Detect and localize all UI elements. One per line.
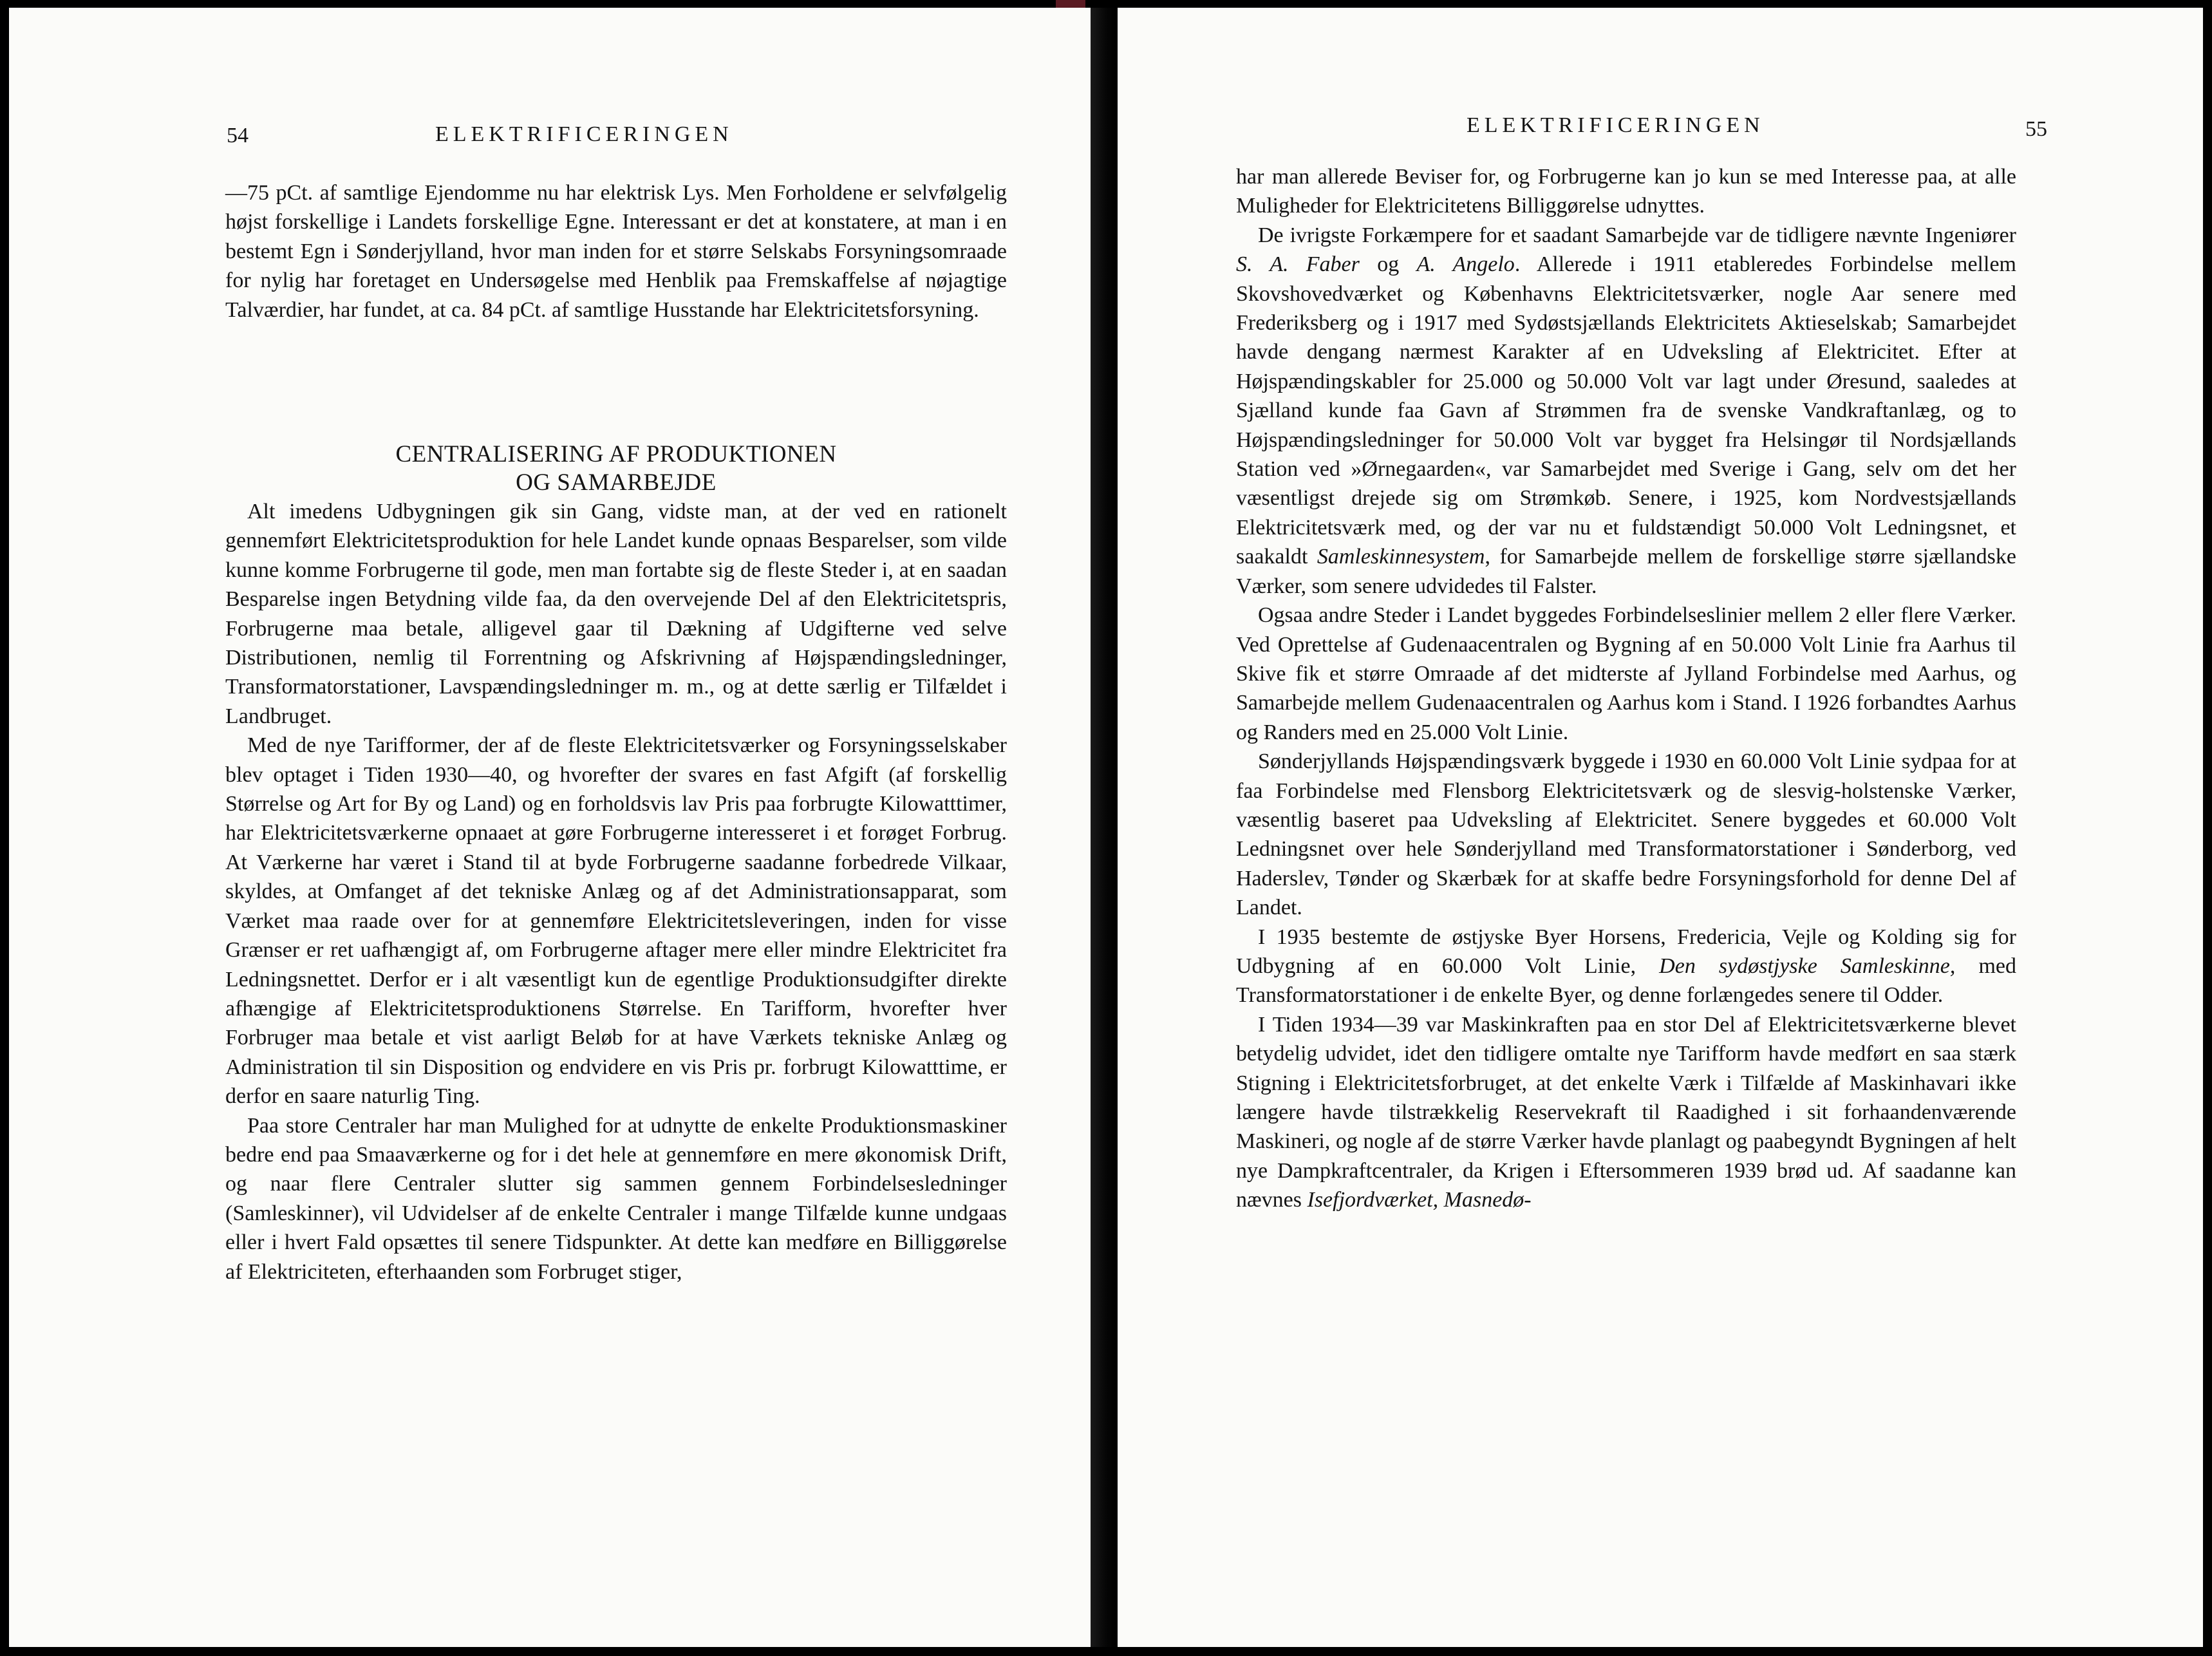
left-text-block	[225, 178, 1007, 325]
term: Samleskinnesystem	[1317, 545, 1485, 569]
paragraph: I Tiden 1934—39 var Maskinkraften paa en stor Del af Elektricitetsværkerne blevet betydelig udvidet, idet den tidligere omtalte nye Tarifform havde medført en saa stærk Stigning i Elektricitetsforbruget, at det enkelte Værk i Tilfælde af Maskinhavari ikke længere havde tilstrækkelig Reservekraft til Raadighed i sit forhaandenværende Maskineri, og nogle af de større Værker havde planlagt og paabegyndt Bygningen af helt nye Dampkraftcentraler, da Krigen i Eftersommeren 1939 brød ud. Af saadanne kan nævnes Isefjordværket, Masnedø-	[1236, 1012, 2016, 1212]
section-title-continued: OG SAMARBEJDE	[516, 469, 717, 496]
paragraph: Alt imedens Udbygningen gik sin Gang, vidste man, at der ved en rationelt gennemført Elektricitetsproduktion for hele Landet kunde opnaas Besparelser, som vilde kunne komme Forbrugerne til gode, men man fortabte sig de fleste Steder i, at en saadan Besparelse ingen Betydning vilde faa, da den overvejende Del af den Elektricitetspris, Forbrugerne maa betale, alligevel gaar til Dækning af Udgifterne ved selve Distributionen, nemlig til Forrentning og Afskrivning af Højspændingsledninger, Transformatorstationer, Lavspændingsledninger m. m., og at dette særlig er Tilfældet i Landbruget.	[225, 500, 1007, 728]
paragraph: Paa store Centraler har man Mulighed for at udnytte de enkelte Produktionsmaskiner bedre end paa Smaaværkerne og for i det hele at gennemføre en mere økonomisk Drift, og naar flere Centraler slutter sig sammen gennem Forbindelsesledninger (Samleskinner), vil Udvidelser af de enkelte Centraler i mange Tilfælde kunne undgaas eller i hvert Fald opsættes til senere Tidspunkter. At dette kan medføre en Billiggørelse af Elektriciteten, efterhaanden som Forbruget stiger,	[225, 1113, 1007, 1284]
opening-paragraph: —75 pCt. af samtlige Ejendomme nu har elektrisk Lys. Men Forholdene er selvfølgelig højst forskellige i Landets forskellige Egne. Interessant er det at konstatere, at man i en bestemt Egn i Sønderjylland, hvor man inden for et større Selskabs Forsyningsomraade for nylig har foretaget en Undersøgelse med Henblik paa Fremskaffelse af nøjagtige Talværdier, har fundet, at ca. 84 pCt. af samtlige Husstande har Elektricitetsforsyning.	[225, 181, 1007, 322]
section	[225, 440, 1007, 1286]
paragraph: Med de nye Tarifformer, der af de fleste Elektricitetsværker og Forsyningsselskaber blev optaget i Tiden 1930—40, og hvorefter der svares en fast Afgift (af forskellig Størrelse og Art for By og Land) og en forholdsvis lav Pris paa forbrugte Kilowatttimer, har Elektricitetsværkerne opnaaet at gøre Forbrugerne interesseret i et forøget Forbrug. At Værkerne har været i Stand til at byde Forbrugerne saadanne forbedrede Vilkaar, skyldes, at Omfanget af det tekniske Anlæg og af det Administrationsapparat, som Værket maa raade over for at gennemføre Elektricitetsleveringen, inden for visse Grænser er ret uafhængigt af, om Forbrugerne aftager mere eller mindre Elektricitet fra Ledningsnettet. Derfor er i alt væsentligt kun de egentlige Produktionsudgifter direkte afhængige af Elektricitetsproduktionens Størrelse. En Tarifform, hvorefter hver Forbruger maa betale et vist aarligt Beløb for at have Værkets tekniske Anlæg og Administration til sin Disposition og endvidere en vis Pris pr. forbrugt Kilowatttime, er derfor en saare naturlig Ting.	[225, 733, 1007, 1109]
section-title: CENTRALISERING AF PRODUKTIONEN	[395, 441, 837, 467]
book-gutter	[1091, 8, 1118, 1647]
page-number: 55	[2025, 117, 2047, 141]
paragraph: De ivrigste Forkæmpere for et saadant Samarbejde var de tidligere nævnte Ingeniører S. A. Faber og A. Angelo. Allerede i 1911 etableredes Forbindelse mellem Skovshovedværket og Københavns Elektricitetsværker, nogle Aar senere med Frederiksberg og i 1917 med Sydøstsjællands Elektricitets Aktieselskab; Samarbejdet havde dengang nærmest Karakter af en Udveksling af Elektricitet. Efter at Højspændingskabler for 25.000 og 50.000 Volt var lagt under Øresund, saaledes at Sjælland kunde faa Gavn af Strømmen fra de svenske Vandkraftanlæg, og to Højspændingsledninger for 50.000 Volt var bygget fra Helsingør til Nordsjællands Station ved »Ørnegaarden«, var Samarbejdet med Sverige i Gang, selv om det her væsentligst drejede sig om Strømkøb. Senere, i 1925, kom Nordvestsjællands Elektricitetsværk med, og der var nu et fuldstændigt 50.000 Volt Ledningsnet, et saakaldt Samleskinnesystem, for Samarbejde mellem de forskellige større sjællandske Værker, som senere udvidedes til Falster.	[1236, 223, 2016, 598]
left-page	[9, 8, 1091, 1647]
paragraph: I 1935 bestemte de østjyske Byer Horsens, Fredericia, Vejle og Kolding sig for Udbygning af en 60.000 Volt Linie, Den sydøstjyske Samleskinne, med Transformatorstationer i de enkelte Byer, og denne forlængedes senere til Odder.	[1236, 925, 2016, 1008]
opening-paragraph: har man allerede Beviser for, og Forbrugerne kan jo kun se med Interesse paa, at alle Muligheder for Elektricitetens Billiggørelse udnyttes.	[1236, 165, 2016, 218]
person-name: A. Angelo	[1416, 252, 1515, 277]
page-number: 54	[227, 124, 248, 147]
running-head: ELEKTRIFICERINGEN	[435, 122, 733, 146]
running-head: ELEKTRIFICERINGEN	[1467, 113, 1765, 137]
paragraph: Ogsaa andre Steder i Landet byggedes Forbindelseslinier mellem 2 eller flere Værker. Ved Oprettelse af Gudenaacentralen og Bygning af en 50.000 Volt Linie fra Aarhus til Skive fik et større Omraade af det midterste af Jylland Forbindelse med Aarhus, og Samarbejde mellem Gudenaacentralen og Aarhus kom i Stand. I 1926 forbandtes Aarhus og Randers med en 25.000 Volt Linie.	[1236, 603, 2016, 744]
term: Den sydøstjyske Samleskinne,	[1659, 954, 1956, 978]
paragraph: Sønderjyllands Højspændingsværk byggede i 1930 en 60.000 Volt Linie sydpaa for at faa Forbindelse med Flensborg Elektricitetsværk og de slesvig-holstenske Værker, væsentlig baseret paa Udveksling af Elektricitet. Senere byggedes et 60.000 Volt Ledningsnet over hele Sønderjylland med Transformatorstationer i Sønderborg, ved Haderslev, Tønder og Skærbæk for at skaffe bedre Forsyningsforhold for denne Del af Landet.	[1236, 749, 2016, 920]
right-page	[1118, 8, 2203, 1647]
term: Isefjordværket, Masnedø-	[1307, 1188, 1532, 1212]
person-name: S. A. Faber	[1236, 252, 1360, 277]
right-text-block	[1236, 162, 2016, 1215]
